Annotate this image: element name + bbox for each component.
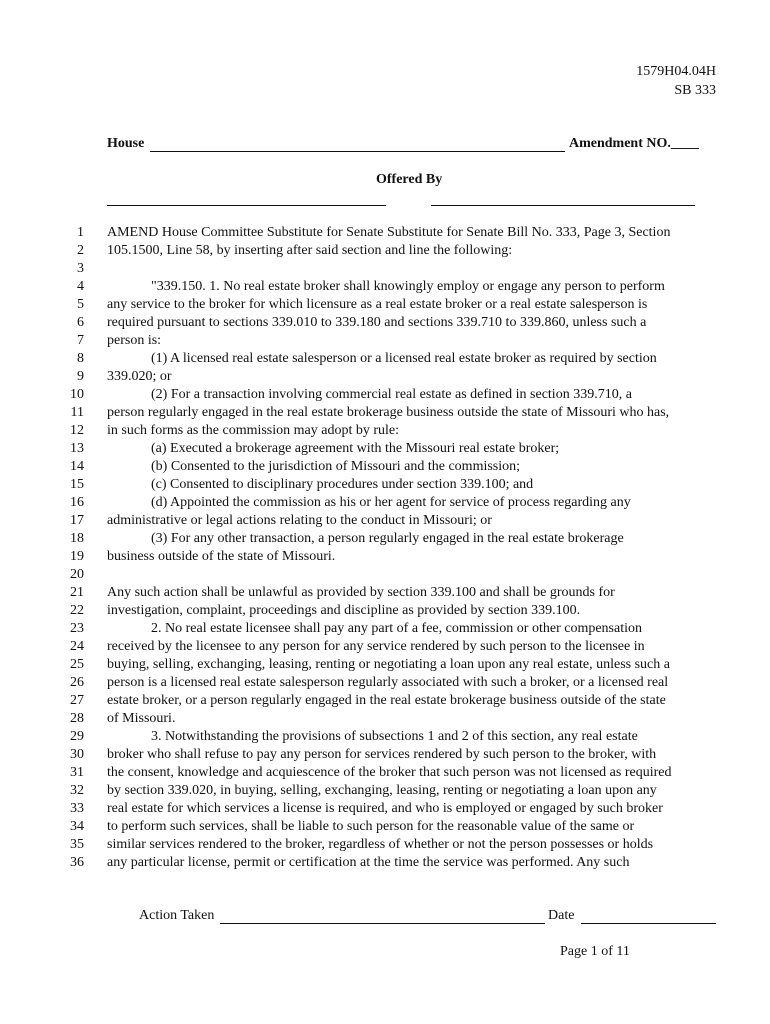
line-text: person is a licensed real estate salesperson regularly associated with such a broker, or a licensed real xyxy=(107,675,669,690)
line-text: in such forms as the commission may adopt by rule: xyxy=(107,423,400,438)
offered-by-line-left xyxy=(107,205,386,206)
line-text: similar services rendered to the broker, regardless of whether or not the person possesses or holds xyxy=(107,837,654,852)
line-number: 23 xyxy=(70,621,84,636)
amendment-number-label: Amendment NO.____ xyxy=(569,136,699,151)
line-number: 13 xyxy=(70,441,84,456)
line-text: any particular license, permit or certification at the time the service was performed. Any such xyxy=(107,855,630,870)
line-text: person regularly engaged in the real estate brokerage business outside the state of Missouri who has, xyxy=(107,405,670,420)
line-text: broker who shall refuse to pay any person for services rendered by such person to the broker, with xyxy=(107,747,657,762)
date-line xyxy=(581,923,716,924)
line-number: 28 xyxy=(70,711,84,726)
line-text: received by the licensee to any person for any service rendered by such person to the licensee in xyxy=(107,639,645,654)
line-number: 19 xyxy=(70,549,84,564)
line-number: 20 xyxy=(70,567,84,582)
line-number: 34 xyxy=(70,819,84,834)
line-number: 29 xyxy=(70,729,84,744)
line-text: (c) Consented to disciplinary procedures under section 339.100; and xyxy=(151,477,534,492)
line-text: to perform such services, shall be liable to such person for the reasonable value of the same or xyxy=(107,819,635,834)
line-text: 339.020; or xyxy=(107,369,172,384)
line-text: of Missouri. xyxy=(107,711,176,726)
line-number: 3 xyxy=(77,261,84,276)
line-text: AMEND House Committee Substitute for Senate Substitute for Senate Bill No. 333, Page 3, Section xyxy=(107,225,671,240)
line-text: (1) A licensed real estate salesperson or a licensed real estate broker as required by section xyxy=(151,351,657,366)
line-text: (3) For any other transaction, a person regularly engaged in the real estate brokerage xyxy=(151,531,624,546)
offered-by-label: Offered By xyxy=(376,172,443,187)
bill-number: SB 333 xyxy=(674,83,716,98)
line-number: 2 xyxy=(77,243,84,258)
line-text: (d) Appointed the commission as his or her agent for service of process regarding any xyxy=(151,495,631,510)
line-number: 6 xyxy=(77,315,84,330)
line-number: 12 xyxy=(70,423,84,438)
line-text: buying, selling, exchanging, leasing, renting or negotiating a loan upon any real estate, unless such a xyxy=(107,657,670,672)
line-text: business outside of the state of Missouri. xyxy=(107,549,336,564)
date-label: Date xyxy=(548,908,575,923)
line-number: 15 xyxy=(70,477,84,492)
line-number: 26 xyxy=(70,675,84,690)
line-text: "339.150. 1. No real estate broker shall knowingly employ or engage any person to perform xyxy=(151,279,665,294)
line-number: 5 xyxy=(77,297,84,312)
line-number: 18 xyxy=(70,531,84,546)
house-blank-line xyxy=(150,151,565,152)
line-number: 10 xyxy=(70,387,84,402)
line-number: 1 xyxy=(77,225,84,240)
line-number: 27 xyxy=(70,693,84,708)
page-number: Page 1 of 11 xyxy=(560,944,630,959)
line-number: 11 xyxy=(70,405,84,420)
offered-by-line-right xyxy=(431,205,695,206)
line-number: 36 xyxy=(70,855,84,870)
line-number: 21 xyxy=(70,585,84,600)
line-text: (2) For a transaction involving commercial real estate as defined in section 339.710, a xyxy=(151,387,632,402)
action-taken-label: Action Taken xyxy=(139,908,215,923)
line-number: 9 xyxy=(77,369,84,384)
line-text: required pursuant to sections 339.010 to 339.180 and sections 339.710 to 339.860, unless such a xyxy=(107,315,647,330)
line-number: 25 xyxy=(70,657,84,672)
line-number: 17 xyxy=(70,513,84,528)
line-text: by section 339.020, in buying, selling, exchanging, leasing, renting or negotiating a loan upon any xyxy=(107,783,657,798)
line-number: 14 xyxy=(70,459,84,474)
line-number: 7 xyxy=(77,333,84,348)
house-label: House xyxy=(107,136,145,151)
line-number: 22 xyxy=(70,603,84,618)
line-number: 33 xyxy=(70,801,84,816)
line-text: Any such action shall be unlawful as provided by section 339.100 and shall be grounds for xyxy=(107,585,615,600)
line-text: person is: xyxy=(107,333,162,348)
line-text: estate broker, or a person regularly engaged in the real estate brokerage business outside of the state xyxy=(107,693,666,708)
line-text: administrative or legal actions relating to the conduct in Missouri; or xyxy=(107,513,492,528)
line-text: real estate for which services a license is required, and who is employed or engaged by such broker xyxy=(107,801,663,816)
line-text: 3. Notwithstanding the provisions of subsections 1 and 2 of this section, any real estate xyxy=(151,729,638,744)
line-number: 32 xyxy=(70,783,84,798)
line-number: 4 xyxy=(77,279,84,294)
line-text: any service to the broker for which licensure as a real estate broker or a real estate salesperson is xyxy=(107,297,648,312)
line-number: 16 xyxy=(70,495,84,510)
line-number: 8 xyxy=(77,351,84,366)
action-taken-line xyxy=(220,923,545,924)
line-text: 2. No real estate licensee shall pay any part of a fee, commission or other compensation xyxy=(151,621,642,636)
line-number: 31 xyxy=(70,765,84,780)
line-text: (b) Consented to the jurisdiction of Missouri and the commission; xyxy=(151,459,521,474)
line-text: the consent, knowledge and acquiescence of the broker that such person was not licensed as required xyxy=(107,765,672,780)
line-number: 24 xyxy=(70,639,84,654)
document-code: 1579H04.04H xyxy=(636,64,716,79)
line-number: 30 xyxy=(70,747,84,762)
line-text: (a) Executed a brokerage agreement with the Missouri real estate broker; xyxy=(151,441,560,456)
line-text: 105.1500, Line 58, by inserting after said section and line the following: xyxy=(107,243,513,258)
line-text: investigation, complaint, proceedings and discipline as provided by section 339.100. xyxy=(107,603,581,618)
line-number: 35 xyxy=(70,837,84,852)
